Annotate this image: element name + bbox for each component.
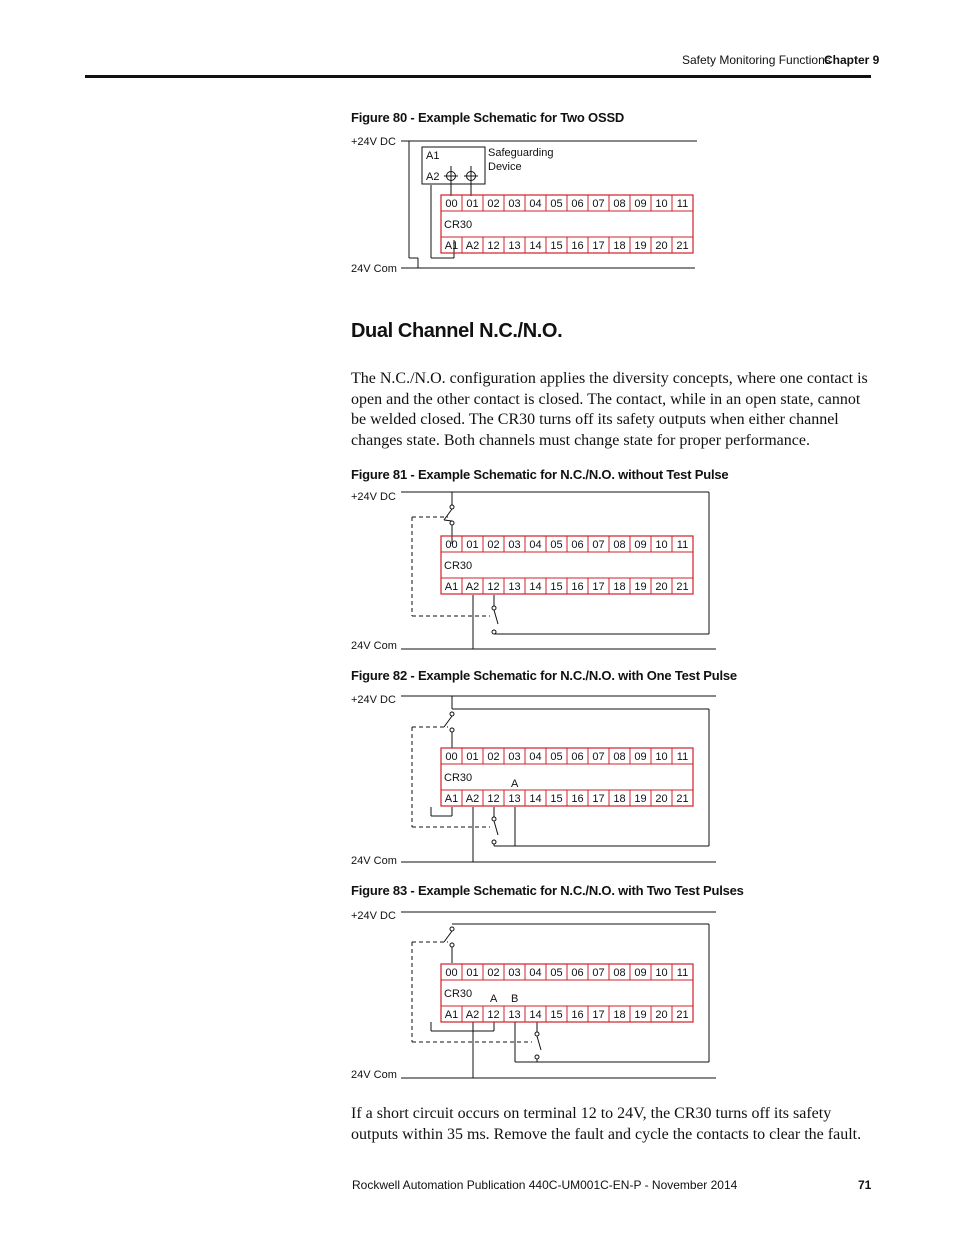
terminal-top-label: 01: [466, 198, 479, 210]
terminal-top-label: 05: [550, 198, 563, 210]
terminal-top-label: 00: [445, 539, 458, 551]
supply-label: +24V DC: [351, 694, 396, 706]
terminal-top-label: 05: [550, 967, 563, 979]
terminal-top-label: 09: [634, 539, 647, 551]
terminal-bottom-label: 15: [550, 1009, 563, 1021]
terminal-top-label: 08: [613, 751, 626, 763]
common-label: 24V Com: [351, 855, 397, 867]
device-a1-label: A1: [426, 150, 440, 162]
figure-82-schematic: [340, 690, 730, 870]
terminal-top-label: 03: [508, 967, 521, 979]
terminal-bottom-label: 19: [634, 581, 647, 593]
terminal-bottom-label: 13: [508, 581, 521, 593]
terminal-top-label: 09: [634, 198, 647, 210]
device-a2-label: A2: [426, 171, 440, 183]
terminal-bottom-label: 19: [634, 1009, 647, 1021]
terminal-top-label: 01: [466, 751, 479, 763]
terminal-bottom-label: 15: [550, 581, 563, 593]
no-contact-icon: [492, 817, 498, 844]
page-number: 71: [858, 1178, 872, 1192]
terminal-top-label: 08: [613, 539, 626, 551]
cr30-terminal-block: [441, 536, 693, 594]
terminal-top-label: 04: [529, 967, 542, 979]
figure-83-caption: Figure 83 - Example Schematic for N.C./N.O. with Two Test Pulses: [351, 883, 744, 898]
terminal-bottom-label: 21: [676, 1009, 689, 1021]
terminal-top-label: 03: [508, 539, 521, 551]
terminal-top-label: 08: [613, 198, 626, 210]
terminal-top-label: 05: [550, 539, 563, 551]
terminal-top-label: 01: [466, 539, 479, 551]
terminal-top-label: 09: [634, 967, 647, 979]
terminal-bottom-label: 16: [571, 581, 584, 593]
terminal-bottom-label: A1: [444, 793, 459, 805]
cr30-label: CR30: [444, 772, 473, 784]
figure-81-caption: Figure 81 - Example Schematic for N.C./N.O. without Test Pulse: [351, 467, 729, 482]
nc-contact-icon: [444, 712, 454, 732]
terminal-top-label: 09: [634, 751, 647, 763]
terminal-bottom-label: 17: [592, 1009, 605, 1021]
terminal-top-label: 00: [445, 198, 458, 210]
cr30-terminal-block: [441, 195, 693, 253]
terminal-top-label: 06: [571, 751, 584, 763]
terminal-top-label: 11: [676, 539, 689, 551]
terminal-top-label: 06: [571, 198, 584, 210]
terminal-bottom-label: 14: [529, 793, 542, 805]
terminal-top-label: 10: [655, 198, 668, 210]
device-name-line1: Safeguarding: [488, 147, 554, 159]
terminal-top-label: 11: [676, 967, 689, 979]
nc-contact-icon: [444, 927, 454, 947]
figure-82-caption: Figure 82 - Example Schematic for N.C./N.O. with One Test Pulse: [351, 668, 737, 683]
supply-label: +24V DC: [351, 136, 396, 148]
terminal-bottom-label: 16: [571, 240, 584, 252]
terminal-top-label: 10: [655, 967, 668, 979]
figure-80-caption: Figure 80 - Example Schematic for Two OSSD: [351, 110, 625, 125]
terminal-bottom-label: 20: [655, 793, 668, 805]
supply-label: +24V DC: [351, 910, 396, 922]
common-label: 24V Com: [351, 263, 397, 275]
figure-81-schematic: [340, 486, 730, 656]
figure-80-schematic: [340, 130, 730, 280]
terminal-bottom-label: 13: [508, 240, 521, 252]
terminal-top-label: 02: [487, 539, 500, 551]
terminal-top-label: 04: [529, 539, 542, 551]
terminal-bottom-label: 17: [592, 240, 605, 252]
terminal-top-label: 03: [508, 751, 521, 763]
terminal-bottom-label: 14: [529, 1009, 542, 1021]
terminal-bottom-label: 15: [550, 793, 563, 805]
terminal-top-label: 04: [529, 751, 542, 763]
cr30-terminal-block: [441, 748, 693, 806]
terminal-top-label: 07: [592, 539, 605, 551]
paragraph-nc-no: The N.C./N.O. configuration applies the diversity concepts, where one contact is open and the other contact is closed. The contact, while in an open state, cannot be welded closed. The CR30 turns off its safety outputs when either channel changes state. Both channels must change state for proper performance.: [351, 370, 868, 449]
test-pulse-a-label: A: [490, 993, 498, 1005]
terminal-top-label: 00: [445, 967, 458, 979]
test-pulse-a-label: A: [511, 778, 519, 790]
terminal-bottom-label: 12: [487, 793, 500, 805]
terminal-bottom-label: 18: [613, 581, 626, 593]
terminal-top-label: 02: [487, 198, 500, 210]
cr30-label: CR30: [444, 219, 473, 231]
terminal-bottom-label: 21: [676, 793, 689, 805]
figure-83-schematic: [340, 905, 730, 1085]
terminal-top-label: 03: [508, 198, 521, 210]
test-pulse-b-label: B: [511, 993, 519, 1005]
cr30-label: CR30: [444, 560, 473, 572]
terminal-top-label: 07: [592, 751, 605, 763]
terminal-bottom-label: 16: [571, 793, 584, 805]
terminal-top-label: 07: [592, 967, 605, 979]
running-header-section: Safety Monitoring Functions: [682, 53, 831, 67]
terminal-bottom-label: 19: [634, 240, 647, 252]
cr30-terminal-block: [441, 964, 693, 1022]
terminal-bottom-label: 17: [592, 581, 605, 593]
header-rule: [85, 75, 871, 78]
terminal-bottom-label: 16: [571, 1009, 584, 1021]
terminal-bottom-label: 20: [655, 240, 668, 252]
no-contact-icon: [535, 1032, 541, 1059]
terminal-bottom-label: 17: [592, 793, 605, 805]
terminal-top-label: 05: [550, 751, 563, 763]
section-heading: Dual Channel N.C./N.O.: [351, 320, 563, 342]
common-label: 24V Com: [351, 640, 397, 652]
terminal-bottom-label: 13: [508, 793, 521, 805]
terminal-bottom-label: 15: [550, 240, 563, 252]
running-header-chapter: Chapter 9: [824, 53, 880, 67]
cr30-label: CR30: [444, 988, 473, 1000]
terminal-top-label: 06: [571, 539, 584, 551]
no-contact-icon: [492, 606, 498, 634]
terminal-top-label: 02: [487, 967, 500, 979]
terminal-bottom-label: 18: [613, 240, 626, 252]
terminal-bottom-label: 13: [508, 1009, 521, 1021]
terminal-bottom-label: 12: [487, 1009, 500, 1021]
terminal-bottom-label: 12: [487, 240, 500, 252]
terminal-bottom-label: A2: [465, 581, 480, 593]
terminal-bottom-label: A2: [465, 793, 480, 805]
terminal-top-label: 00: [445, 751, 458, 763]
terminal-bottom-label: 14: [529, 581, 542, 593]
terminal-top-label: 10: [655, 751, 668, 763]
terminal-bottom-label: A2: [465, 1009, 480, 1021]
terminal-bottom-label: 14: [529, 240, 542, 252]
terminal-bottom-label: 21: [676, 240, 689, 252]
terminal-bottom-label: 21: [676, 581, 689, 593]
terminal-top-label: 04: [529, 198, 542, 210]
terminal-bottom-label: 18: [613, 793, 626, 805]
terminal-bottom-label: 12: [487, 581, 500, 593]
footer-publication: Rockwell Automation Publication 440C-UM001C-EN-P - November 2014: [352, 1178, 738, 1192]
terminal-top-label: 07: [592, 198, 605, 210]
terminal-top-label: 02: [487, 751, 500, 763]
supply-label: +24V DC: [351, 491, 396, 503]
terminal-bottom-label: A1: [444, 240, 459, 252]
terminal-top-label: 10: [655, 539, 668, 551]
terminal-bottom-label: A1: [444, 581, 459, 593]
terminal-bottom-label: A2: [465, 240, 480, 252]
terminal-top-label: 06: [571, 967, 584, 979]
terminal-bottom-label: 18: [613, 1009, 626, 1021]
nc-contact-icon: [444, 505, 454, 525]
terminal-top-label: 11: [676, 751, 689, 763]
device-name-line2: Device: [488, 161, 522, 173]
terminal-top-label: 11: [676, 198, 689, 210]
terminal-bottom-label: 19: [634, 793, 647, 805]
terminal-top-label: 01: [466, 967, 479, 979]
terminal-top-label: 08: [613, 967, 626, 979]
terminal-bottom-label: 20: [655, 581, 668, 593]
common-label: 24V Com: [351, 1069, 397, 1081]
terminal-bottom-label: 20: [655, 1009, 668, 1021]
paragraph-short-circuit: If a short circuit occurs on terminal 12 to 24V, the CR30 turns off its safety outputs within 35 ms. Remove the fault and cycle the contacts to clear the fault.: [351, 1105, 862, 1143]
terminal-bottom-label: A1: [444, 1009, 459, 1021]
